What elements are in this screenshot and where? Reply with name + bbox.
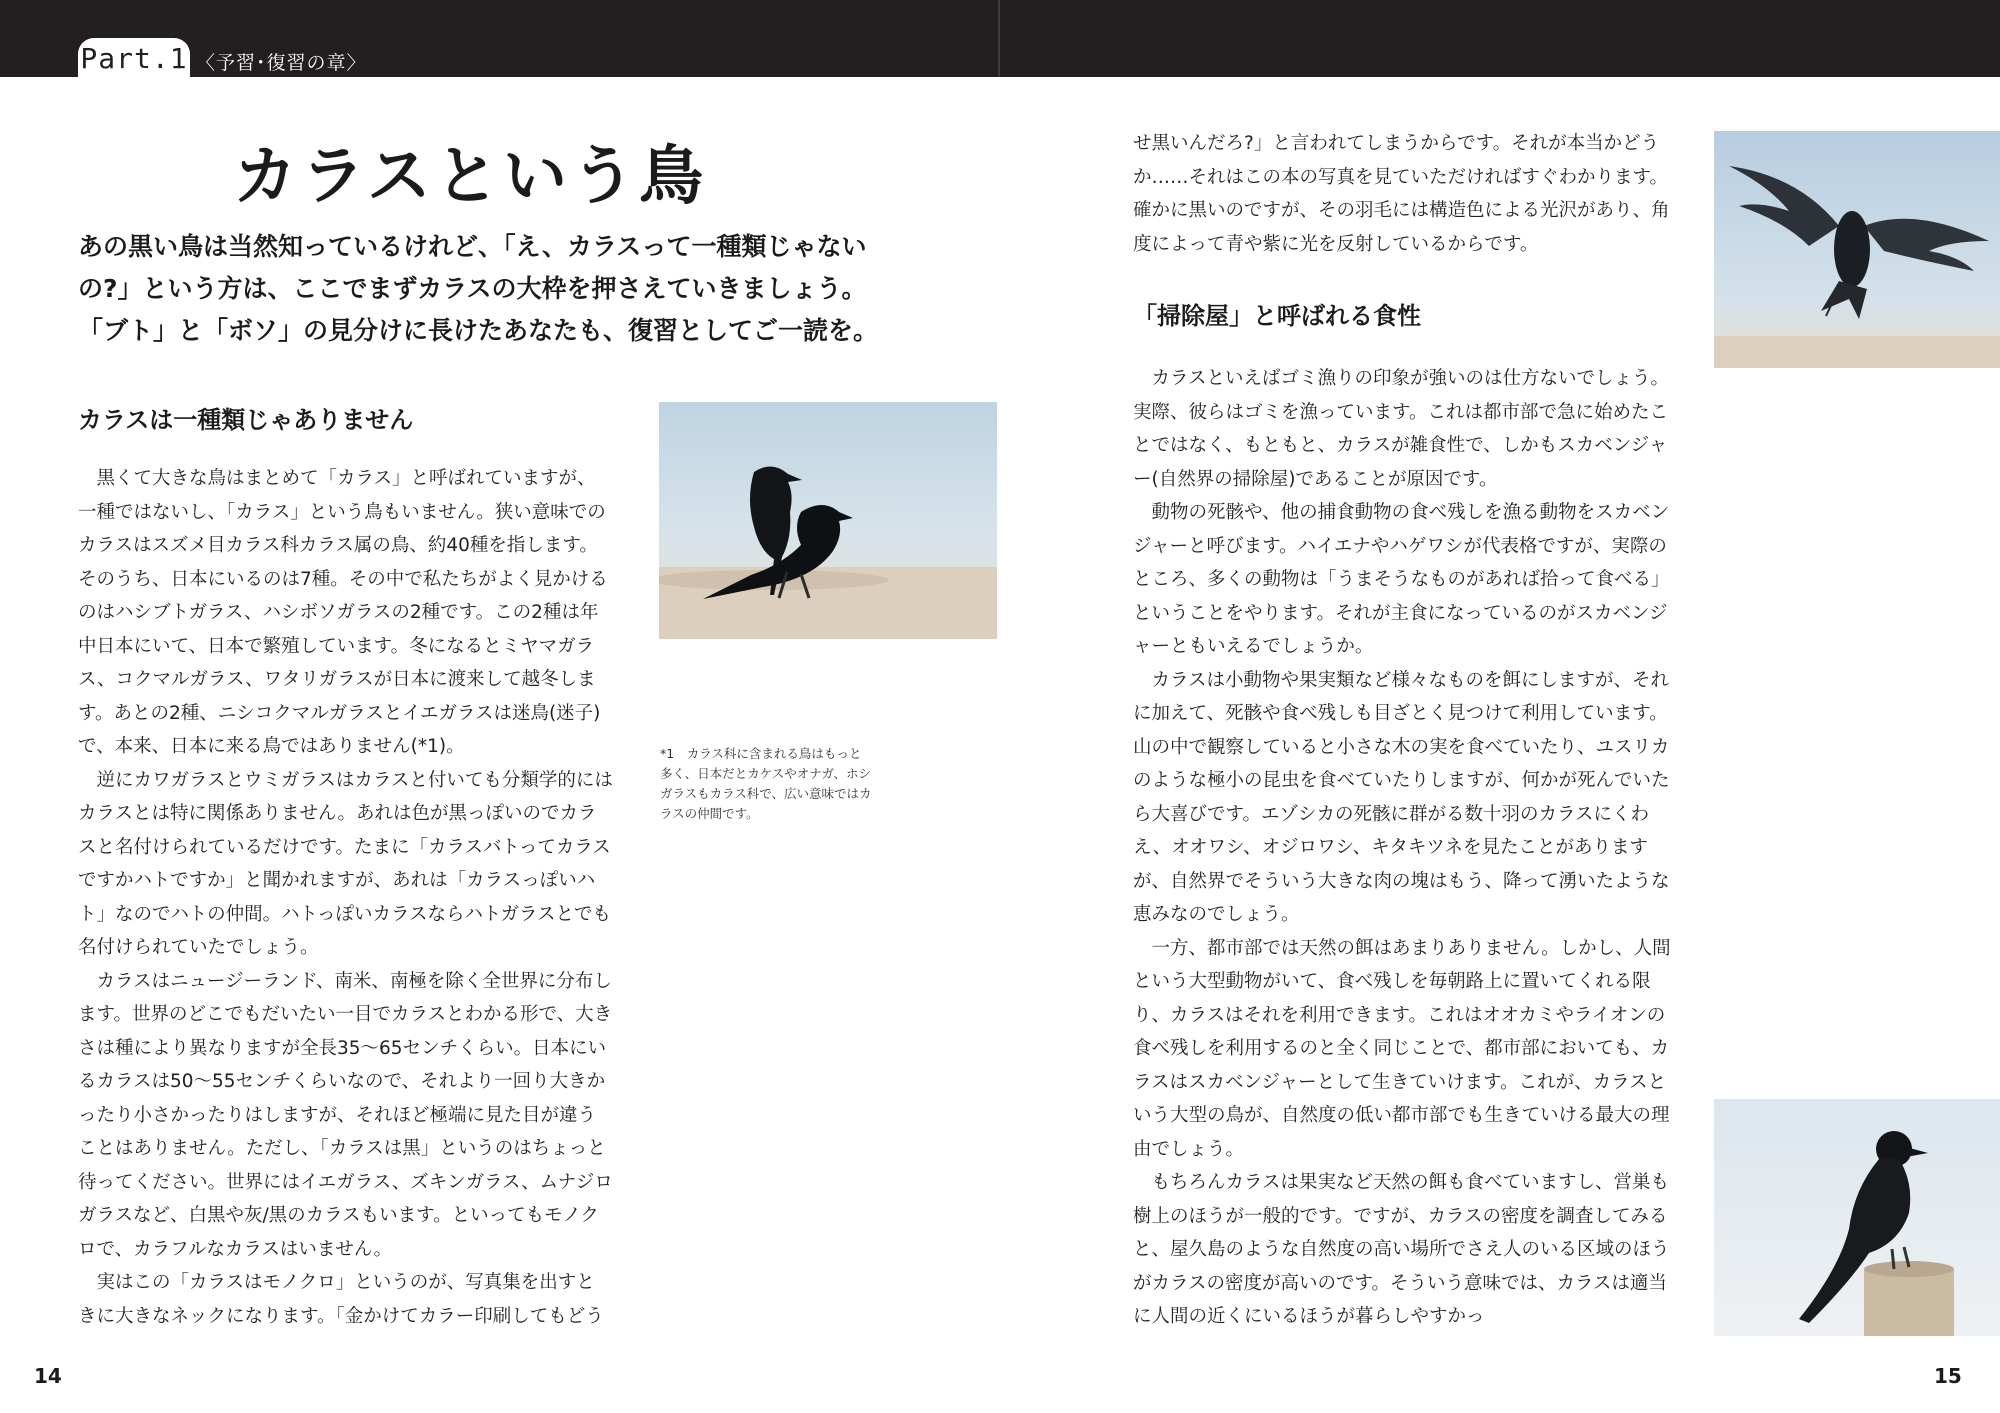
page-title: カラスという鳥 bbox=[232, 139, 708, 214]
section-heading-diet: 「掃除屋」と呼ばれる食性 bbox=[1133, 302, 1421, 330]
body-paragraph: カラスといえばゴミ漁りの印象が強いのは仕方ないでしょう。実際、彼らはゴミを漁っています。これは都市部で急に始めたことではなく、もともと、カラスが雑食性で、しかもスカベンジャー(自然界の掃除屋)であることが原因です。 bbox=[1133, 368, 1669, 490]
footnote: *1 カラス科に含まれる鳥はもっと多く、日本だとカケスやオナガ、ホシガラスもカラス科で、広い意味ではカラスの仲間です。 bbox=[660, 746, 872, 821]
header-bar bbox=[0, 0, 2000, 77]
photo-two-crows-beach bbox=[659, 402, 997, 639]
page-number-left: 14 bbox=[34, 1364, 62, 1388]
body-paragraph: 一方、都市部では天然の餌はあまりありません。しかし、人間という大型動物がいて、食べ残しを毎朝路上に置いてくれる限り、カラスはそれを利用できます。これはオオカミやライオンの食べ残しを利用するのと全く同じことで、都市部においても、カラスはスカベンジャーとして生きていけます。これが、カラスという大型の鳥が、自然度の低い都市部でも生きていける最大の理由でしょう。 bbox=[1133, 937, 1671, 1160]
body-paragraph: カラスは小動物や果実類など様々なものを餌にしますが、それに加えて、死骸や食べ残しも目ざとく見つけて利用しています。山の中で観察していると小さな木の実を食べていたり、ユスリカのような極小の昆虫を食べていたりしますが、何かが死んでいたら大喜びです。エゾシカの死骸に群がる数十羽のカラスにくわえ、オオワシ、オジロワシ、キタキツネを見たことがありますが、自然界でそういう大きな肉の塊はもう、降って湧いたような恵みなのでしょう。 bbox=[1133, 669, 1670, 925]
part-tab bbox=[78, 38, 190, 78]
page-number-right: 15 bbox=[1934, 1364, 1962, 1388]
body-paragraph: 動物の死骸や、他の捕食動物の食べ残しを漁る動物をスカベンジャーと呼びます。ハイエナやハゲワシが代表格ですが、実際のところ、多くの動物は「うまそうなものがあれば拾って食べる」ということをやります。それが主食になっているのがスカベンジャーともいえるでしょうか。 bbox=[1133, 502, 1670, 657]
chapter-label: 〈予習･復習の章〉 bbox=[196, 52, 367, 74]
body-paragraph: 逆にカワガラスとウミガラスはカラスと付いても分類学的にはカラスとは特に関係ありません。あれは色が黒っぽいのでカラスと名付けられているだけです。たまに「カラスバトってカラスですかハトですか」と聞かれますが、あれは「カラスっぽいハト」なのでハトの仲間。ハトっぽいカラスならハトガラスとでも名付けられていたでしょう。 bbox=[78, 769, 613, 958]
spread-gutter bbox=[998, 0, 1000, 77]
body-paragraph: 黒くて大きな鳥はまとめて「カラス」と呼ばれていますが、一種ではないし、「カラス」という鳥もいません。狭い意味でのカラスはスズメ目カラス科カラス属の鳥、約40種を指します。そのうち、日本にいるのは7種。その中で私たちがよく見かけるのはハシブトガラス、ハシボソガラスの2種です。この2種は年中日本にいて、日本で繁殖しています。冬になるとミヤマガラス、コクマルガラス、ワタリガラスが日本に渡来して越冬します。あとの2種、ニシコクマルガラスとイエガラスは迷鳥(迷子)で、本来、日本に来る鳥ではありません(*1)。 bbox=[78, 468, 608, 757]
part-label: Part.1 bbox=[80, 42, 188, 75]
body-paragraph: もちろんカラスは果実など天然の餌も食べていますし、営巣も樹上のほうが一般的です。ですが、カラスの密度を調査してみると、屋久島のような自然度の高い場所でさえ人のいる区域のほうがカラスの密度が高いのです。そういう意味では、カラスは適当に人間の近くにいるほうが暮らしやすかっ bbox=[1133, 1172, 1670, 1327]
body-column-right-diet bbox=[1133, 362, 1673, 1334]
photo-crow-on-post bbox=[1714, 1099, 2000, 1336]
body-column-left bbox=[78, 462, 613, 1333]
body-paragraph-continued: せ黒いんだろ?」と言われてしまうからです。それが本当かどうか……それはこの本の写真を見ていただければすぐわかります。確かに黒いのですが、その羽毛には構造色による光沢があり、角度によって青や紫に光を反射しているからです。 bbox=[1133, 133, 1670, 255]
body-paragraph: 実はこの「カラスはモノクロ」というのが、写真集を出すときに大きなネックになります。「金かけてカラー印刷してもどう bbox=[78, 1272, 604, 1327]
body-column-right bbox=[1133, 127, 1673, 261]
section-heading-species: カラスは一種類じゃありません bbox=[78, 406, 414, 434]
lead-paragraph: あの黒い鳥は当然知っているけれど、「え、カラスって一種類じゃないの?」という方は、ここでまずカラスの大枠を押さえていきましょう。「ブト」と「ボソ」の見分けに長けたあなたも、復習としてご一読を。 bbox=[78, 232, 879, 345]
photo-crow-in-flight bbox=[1714, 131, 2000, 368]
body-paragraph: カラスはニュージーランド、南米、南極を除く全世界に分布します。世界のどこでもだいたい一目でカラスとわかる形で、大きさは種により異なりますが全長35〜65センチくらい。日本にいるカラスは50〜55センチくらいなので、それより一回り大きかったり小さかったりはしますが、それほど極端に見た目が違うことはありません。ただし、「カラスは黒」というのはちょっと待ってください。世界にはイエガラス、ズキンガラス、ムナジロガラスなど、白黒や灰/黒のカラスもいます。といってもモノクロで、カラフルなカラスはいません。 bbox=[78, 970, 613, 1260]
